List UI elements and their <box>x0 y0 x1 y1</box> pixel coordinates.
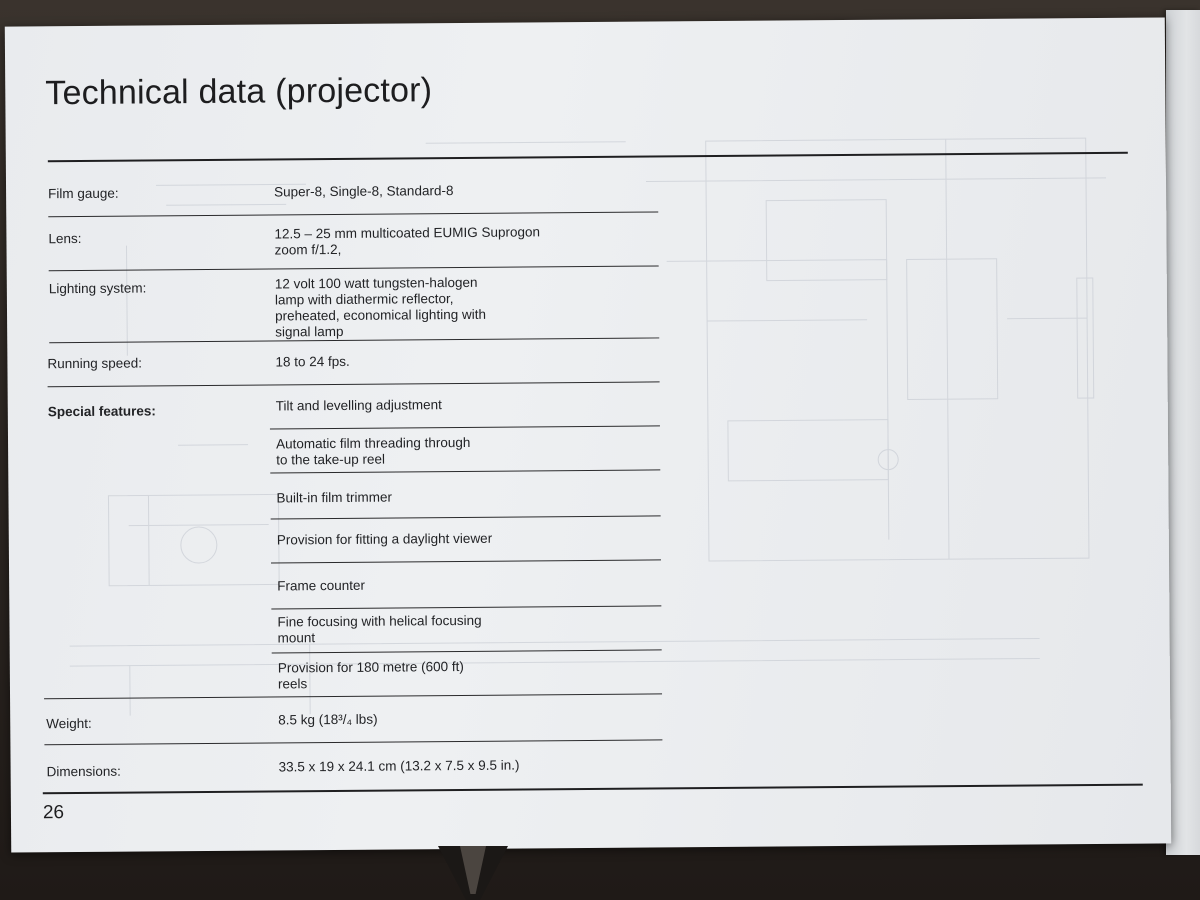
feature-divider <box>270 425 660 429</box>
row-divider <box>48 381 660 387</box>
spec-value: 12.5 – 25 mm multicoated EUMIG Suprogon zoom f/1.2, <box>274 224 541 258</box>
spec-value: 12 volt 100 watt tungsten-halogen lamp with diathermic reflector, preheated, economical lighting with signal lamp <box>274 274 486 340</box>
feature-item: Automatic film threading through to the take-up reel <box>276 434 471 468</box>
feature-item: Provision for fitting a daylight viewer <box>276 530 493 548</box>
next-page-edge <box>1166 10 1200 855</box>
spec-label: Lens: <box>48 230 82 247</box>
feature-divider <box>272 649 662 653</box>
spec-label: Running speed: <box>47 355 143 372</box>
spec-label: Lighting system: <box>48 280 147 297</box>
special-features-label: Special features: <box>47 403 156 420</box>
feature-divider <box>271 559 661 563</box>
feature-divider <box>271 605 661 609</box>
row-divider <box>44 693 662 699</box>
row-divider <box>44 739 662 745</box>
row-divider <box>49 265 659 271</box>
page-number: 26 <box>42 802 65 824</box>
feature-item: Built-in film trimmer <box>276 489 393 506</box>
feature-item: Fine focusing with helical focusing mount <box>277 612 482 646</box>
spec-label: Weight: <box>46 715 92 732</box>
spec-label: Film gauge: <box>48 185 119 202</box>
book-spine <box>438 846 508 900</box>
spec-table <box>5 17 1171 852</box>
manual-page <box>5 17 1171 852</box>
spec-value: 33.5 x 19 x 24.1 cm (13.2 x 7.5 x 9.5 in.) <box>278 757 520 775</box>
feature-divider <box>271 515 661 519</box>
row-divider <box>48 211 658 217</box>
spec-value: 18 to 24 fps. <box>275 353 350 370</box>
spec-label: Dimensions: <box>46 763 121 780</box>
feature-item: Provision for 180 metre (600 ft) reels <box>277 658 464 692</box>
feature-item: Frame counter <box>277 577 366 594</box>
feature-item: Tilt and levelling adjustment <box>275 397 442 414</box>
page-title: Technical data (projector) <box>45 71 433 113</box>
spec-value: Super-8, Single-8, Standard-8 <box>274 183 454 200</box>
spec-value: 8.5 kg (18³/₄ lbs) <box>278 711 378 728</box>
feature-divider <box>270 469 660 473</box>
